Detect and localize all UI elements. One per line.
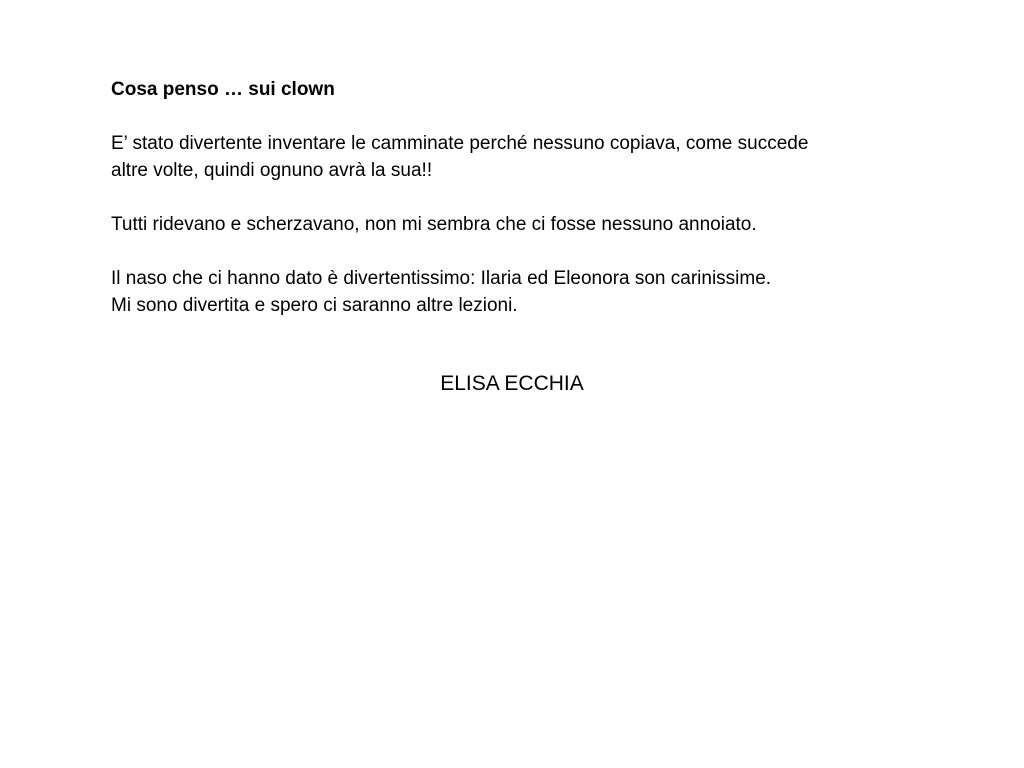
- spacer: [111, 238, 911, 265]
- text-body: [111, 76, 911, 319]
- paragraph-line: Tutti ridevano e scherzavano, non mi sembra che ci fosse nessuno annoiato.: [111, 214, 757, 235]
- paragraph-walks: [111, 130, 911, 184]
- paragraph-nose: [111, 265, 911, 319]
- paragraph-line: Il naso che ci hanno dato è divertentissimo: Ilaria ed Eleonora son carinissime.: [111, 268, 772, 289]
- spacer: [111, 103, 911, 130]
- spacer: [111, 184, 911, 211]
- author-name: ELISA ECCHIA: [440, 372, 584, 395]
- document-title: Cosa penso … sui clown: [111, 79, 335, 100]
- paragraph-line: altre volte, quindi ognuno avrà la sua!!: [111, 160, 433, 181]
- paragraph-line: E’ stato divertente inventare le camminate perché nessuno copiava, come succede: [111, 133, 809, 154]
- paragraph-line: Mi sono divertita e spero ci saranno altre lezioni.: [111, 295, 518, 316]
- paragraph-laughing: [111, 211, 911, 238]
